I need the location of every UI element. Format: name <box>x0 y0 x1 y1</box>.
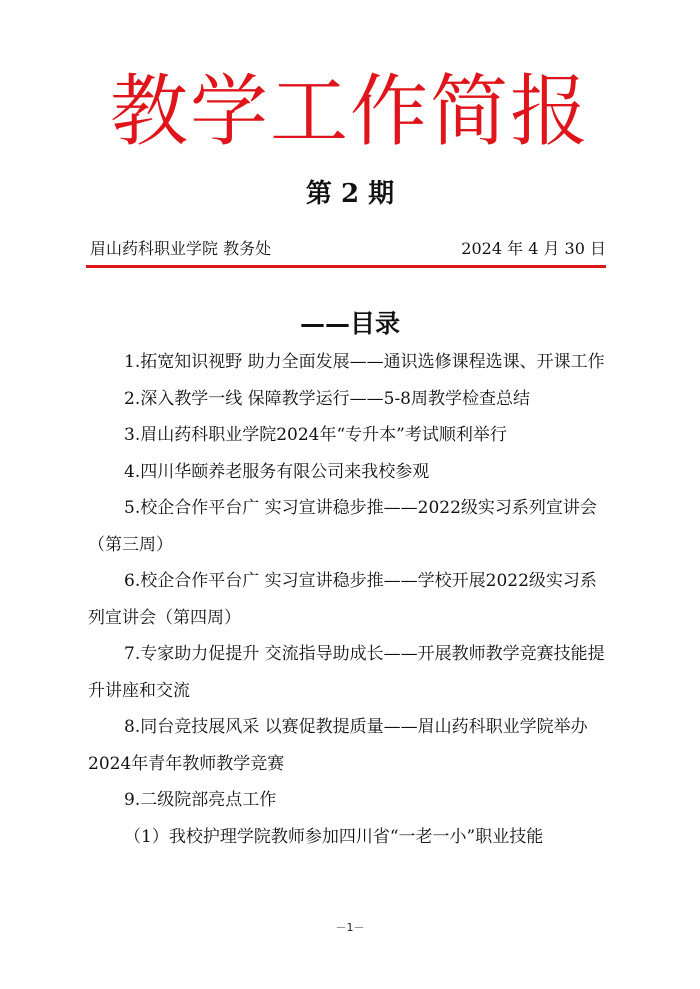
toc-item: 7.专家助力促提升 交流指导助成长——开展教师教学竞赛技能提升讲座和交流 <box>88 644 605 701</box>
toc-item: 9.二级院部亮点工作 <box>124 790 277 810</box>
toc-item: 4.四川华颐养老服务有限公司来我校参观 <box>124 461 430 482</box>
toc-item: 6.校企合作平台广 实习宣讲稳步推——学校开展2022级实习系列宣讲会（第四周） <box>88 571 597 628</box>
toc-item: 2.深入教学一线 保障教学运行——5-8周教学检查总结 <box>124 388 530 409</box>
toc-item: 5.校企合作平台广 实习宣讲稳步推——2022级实习系列宣讲会（第三周） <box>88 498 597 555</box>
organization-name: 眉山药科职业学院 教务处 <box>90 239 272 258</box>
table-of-contents <box>88 344 610 855</box>
page-number: －1－ <box>335 921 365 934</box>
masthead-line <box>90 236 606 262</box>
toc-item: 8.同台竞技展风采 以赛促教提质量——眉山药科职业学院举办2024年青年教师教学竞赛 <box>88 717 588 774</box>
red-divider-line <box>86 265 606 268</box>
publication-date: 2024 年 4 月 30 日 <box>461 239 606 258</box>
toc-item: 3.眉山药科职业学院2024年“专升本”考试顺利举行 <box>124 425 507 445</box>
issue-number: 第 2 期 <box>305 179 395 209</box>
toc-heading: ——目录 <box>299 309 400 338</box>
bulletin-title: 教学工作简报 <box>109 67 590 157</box>
toc-item: 1.拓宽知识视野 助力全面发展——通识选修课程选课、开课工作 <box>124 352 605 372</box>
toc-item: （1）我校护理学院教师参加四川省“一老一小”职业技能 <box>124 826 544 847</box>
